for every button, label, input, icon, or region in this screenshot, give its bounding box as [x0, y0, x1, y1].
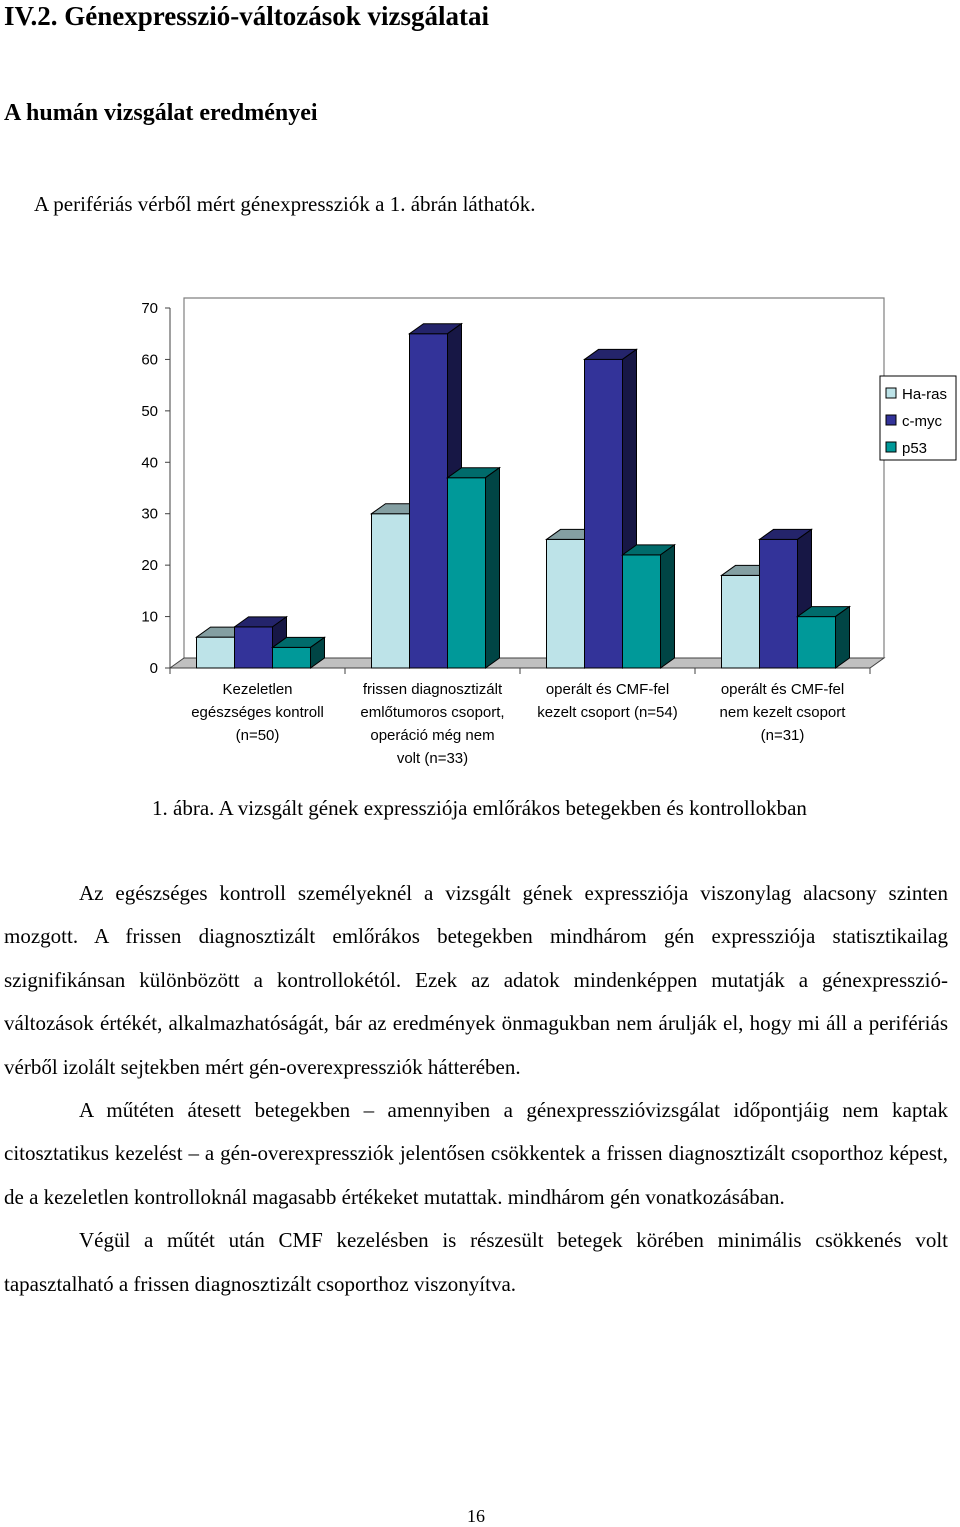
- bar-front: [410, 334, 448, 668]
- body-text: [4, 872, 948, 1306]
- bar-p53: [448, 468, 500, 668]
- x-category-label-line: nem kezelt csoport: [719, 704, 846, 721]
- y-tick-label: 10: [141, 608, 158, 626]
- bar-front: [722, 575, 760, 668]
- subsection-heading: A humán vizsgálat eredményei: [4, 100, 318, 126]
- bar-p53: [623, 545, 675, 668]
- y-tick-label: 40: [141, 454, 158, 472]
- x-category-label-line: kezelt csoport (n=54): [537, 704, 678, 721]
- bar-side: [661, 545, 675, 668]
- y-tick-label: 30: [141, 505, 158, 523]
- legend-label: c-myc: [902, 413, 942, 430]
- bar-front: [798, 617, 836, 668]
- bar-side: [836, 607, 850, 668]
- x-category-label-line: frissen diagnosztizált: [362, 681, 503, 698]
- page-number: 16: [467, 1506, 485, 1526]
- x-category-label-line: operáció még nem: [370, 727, 495, 744]
- paragraph: Az egészséges kontroll személyeknél a vizsgált gének expressziója viszonylag alacsony szinten mozgott. A frissen diagnosztizált emlőrákos betegekben mindhárom gén expressziója statisztikailag szignifikánsan különbözött a kontrollokétól. Ezek az adatok mindenképpen mutatják a génexpresszió-változások értékét, alkalmazhatóságát, bár az eredmények önmagukban nem árulják el, hogy mi áll a perifériás vérből izolált sejtekben mért gén-overexpressziók hátterében.: [4, 881, 948, 1079]
- x-category-label-line: Kezeletlen: [222, 681, 293, 698]
- paragraph: A műtéten átesett betegekben – amennyiben a génexpresszióvizsgálat időpontjáig nem kaptak citosztatikus kezelést – a gén-overexpressziók jelentősen csökkentek a frissen diagnosztizált csoporthoz képest, de a kezeletlen kontrolloknál magasabb értékeket mutattak. mindhárom gén vonatkozásában.: [4, 1098, 948, 1209]
- x-category-label: [191, 681, 324, 744]
- bar-front: [448, 478, 486, 668]
- bar-p53: [798, 607, 850, 668]
- bar-front: [585, 359, 623, 668]
- legend-label: p53: [902, 440, 928, 457]
- bar-p53: [273, 637, 325, 668]
- x-category-label-line: egészséges kontroll: [191, 704, 324, 721]
- x-category-label-line: operált és CMF-fel: [545, 681, 670, 698]
- figure-caption: 1. ábra. A vizsgált gének expressziója emlőrákos betegekben és kontrollokban: [152, 796, 807, 820]
- x-category-label-line: (n=31): [760, 727, 805, 744]
- bar-side: [486, 468, 500, 668]
- legend-swatch: [886, 388, 896, 398]
- bar-front: [760, 539, 798, 668]
- y-tick-label: 20: [141, 557, 158, 575]
- paragraph: Végül a műtét után CMF kezelésben is részesült betegek körében minimális csökkenés volt tapasztalható a frissen diagnosztizált csoporthoz viszonyítva.: [4, 1228, 948, 1296]
- legend-swatch: [886, 442, 896, 452]
- y-tick-label: 60: [141, 351, 158, 369]
- x-category-label-line: operált és CMF-fel: [720, 681, 845, 698]
- bar-front: [235, 627, 273, 668]
- y-tick-label: 0: [149, 660, 158, 677]
- x-category-label-line: emlőtumoros csoport,: [360, 704, 505, 721]
- bar-front: [273, 647, 311, 668]
- bar-front: [623, 555, 661, 668]
- x-category-label-line: volt (n=33): [396, 750, 469, 767]
- x-category-label: [360, 681, 504, 767]
- bar-front: [372, 514, 410, 668]
- intro-sentence: A perifériás vérből mért génexpressziók a 1. ábrán láthatók.: [34, 192, 536, 216]
- bar-front: [547, 539, 585, 668]
- y-tick-label: 70: [141, 300, 158, 317]
- x-category-label-line: (n=50): [235, 727, 280, 744]
- legend-label: Ha-ras: [902, 386, 948, 403]
- gene-expression-bar-chart: [120, 296, 960, 776]
- bar-front: [197, 637, 235, 668]
- section-heading: IV.2. Génexpresszió-változások vizsgálatai: [4, 1, 489, 31]
- legend-swatch: [886, 415, 896, 425]
- x-category-label: [537, 681, 678, 721]
- x-category-label: [720, 681, 847, 744]
- y-tick-label: 50: [141, 402, 158, 420]
